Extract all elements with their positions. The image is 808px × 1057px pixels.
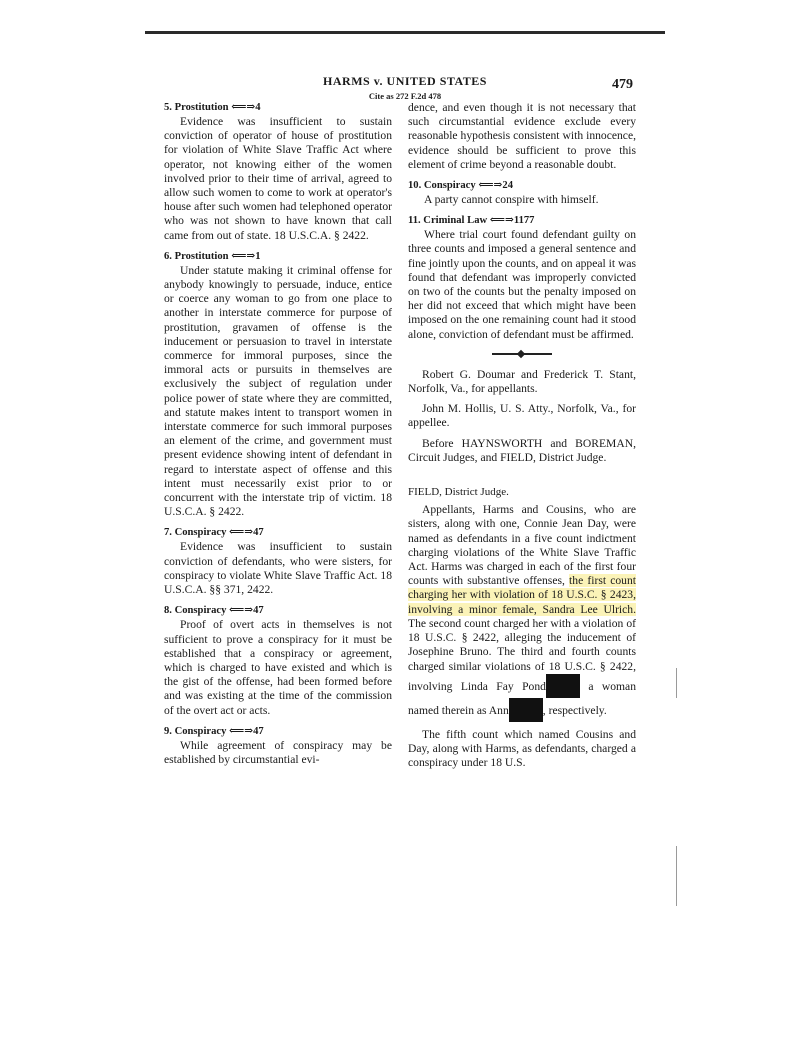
page-number: 479 (612, 77, 633, 92)
headnote-text: Under statute making it criminal offense for anybody knowingly to persuade, induce, entice or coerce any woman to go from one place to another in interstate commerce for purpose of prostitution, gravamen of offense is the inducement or persuasion to travel in interstate commerce for immoral purposes, since the immoral acts or pursuits in themselves are exclusively the subject of regulation under police power of state where they are committed, and statute makes intent to transport women in interstate commerce for such immoral purposes an element of the crime, and government must present evidence showing intent of defendant in regard to interstate aspect of offense and this intent must necessarily exist prior to or concurrent with the interstate trip of victim. 18 U.S.C.A. § 2422. (164, 263, 392, 519)
counsel-appellee: John M. Hollis, U. S. Atty., Norfolk, Va., for appellee. (408, 402, 636, 430)
margin-mark (676, 846, 677, 906)
headnote-heading: 6. Prostitution ⟸⇒1 (164, 250, 261, 262)
opinion-author: FIELD, District Judge. (408, 486, 509, 499)
opinion-text: a woman named therein as Ann (408, 679, 636, 717)
headnote-text: A party cannot conspire with himself. (424, 193, 599, 207)
section-divider (492, 353, 552, 355)
opinion-paragraph (408, 503, 636, 721)
running-title: HARMS v. UNITED STATES (323, 74, 487, 88)
headnote-text: While agreement of conspiracy may be established by circumstantial evi- (164, 738, 392, 766)
headnote-continuation: dence, and even though it is not necessary that such circumstantial evidence exclude every reasonable hypothesis consistent with innocence, evidence should be sufficient to prove this element of crime beyond a reasonable doubt. (408, 101, 636, 171)
redaction-box (509, 698, 543, 722)
opinion-paragraph: The fifth count which named Cousins and Day, along with Harms, as defendants, charged a conspiracy under 18 U.S. (408, 727, 636, 770)
citation: Cite as 272 F.2d 478 (368, 91, 442, 101)
headnote-heading: 8. Conspiracy ⟸⇒47 (164, 605, 264, 617)
headnote-text: Evidence was insufficient to sustain conviction of defendants, who were sisters, for conspiracy to violate White Slave Traffic Act. 18 U.S.C.A. §§ 371, 2422. (164, 540, 392, 597)
headnote-text: Where trial court found defendant guilty on three counts and imposed a general sentence and fine jointly upon the counts, and on appeal it was found that defendant was improperly convicted on two of the counts but the penalty imposed on her did not exceed that which might have been imposed on the one remaining count had it stood alone, conviction of defendant must be affirmed. (408, 228, 636, 341)
headnote-text: Evidence was insufficient to sustain conviction of operator of house of prostitution for violation of White Slave Traffic Act where operator, not knowing either of the women involved prior to their time of arrival, agreed to allow such women to come to work at operator's house after such women had telephoned operator who was not shown to have known that call came from out of state. 18 U.S.C.A. § 2422. (164, 115, 392, 242)
headnote-heading: 9. Conspiracy ⟸⇒47 (164, 725, 264, 737)
opinion-text: , respectively. (542, 703, 607, 717)
headnote-text: Proof of overt acts in themselves is not sufficient to prove a conspiracy for it must be established that a conspiracy or agreement, which is charged to have existed and which is the gist of the offense, had been formed before and was existing at the time of the commission of the overt act or acts. (164, 618, 392, 717)
headnote-heading: 10. Conspiracy ⟸⇒24 (408, 180, 513, 192)
headnote-heading: 7. Conspiracy ⟸⇒47 (164, 527, 264, 539)
left-column (164, 101, 392, 774)
opinion-text: Appellants, Harms and Cousins, who are sisters, along with one, Connie Jean Day, were named as defendants in a five count indictment charging violations of the White Slave Traffic Act. Harms was charged in each of the first four counts with substantive offenses, (408, 503, 636, 588)
counsel-appellants: Robert G. Doumar and Frederick T. Stant, Norfolk, Va., for appellants. (408, 367, 636, 396)
redaction-box (546, 674, 580, 698)
page-header (170, 74, 640, 101)
top-rule (145, 31, 665, 34)
highlighted-text: the first count charging her with violation of 18 U.S.C. § 2423, involving a minor female, Sandra Lee Ulrich. (408, 574, 636, 616)
right-column (408, 101, 636, 776)
margin-mark (676, 668, 677, 698)
opinion-text: The second count charged her with a violation of 18 U.S.C. § 2422, alleging the inducement of Josephine Bruno. The third and fourth counts charged similar violations of 18 U.S.C. § 2422, involving Linda Fay Pond (408, 616, 636, 693)
bench: Before HAYNSWORTH and BOREMAN, Circuit Judges, and FIELD, District Judge. (408, 436, 636, 464)
headnote-heading: 5. Prostitution ⟸⇒4 (164, 102, 261, 113)
headnote-heading: 11. Criminal Law ⟸⇒1177 (408, 215, 535, 227)
